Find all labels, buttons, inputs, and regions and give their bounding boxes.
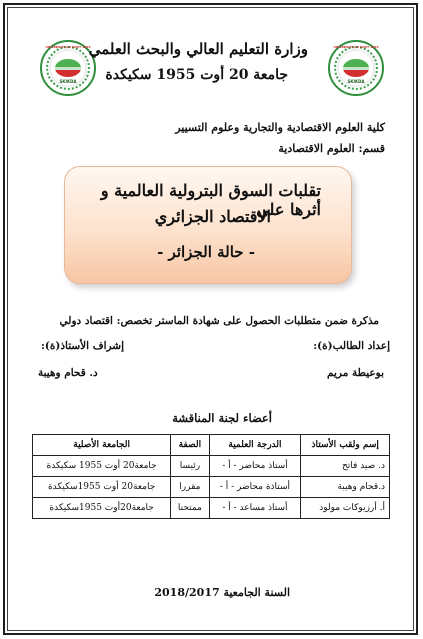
member-name: د.قحام وهيبة bbox=[301, 477, 390, 498]
column-header: الصفة bbox=[171, 435, 209, 456]
committee-title: أعضاء لجنة المناقشة bbox=[172, 411, 272, 425]
supervisor-label: إشراف الأستاذ(ة): bbox=[41, 340, 125, 352]
student-name: بوعيطة مريم bbox=[326, 367, 384, 379]
table-row bbox=[33, 498, 390, 519]
member-name: أ. أرزيوكات مولود bbox=[301, 498, 390, 519]
thesis-title-box bbox=[64, 166, 352, 284]
academic-year: السنة الجامعية 2018/2017 bbox=[154, 586, 290, 599]
thesis-title-line-2: الاقتصاد الجزائري bbox=[154, 207, 271, 226]
department-name: قسم: العلوم الاقتصادية bbox=[278, 142, 385, 155]
member-rank: أستاذة محاضر - أ - bbox=[209, 477, 301, 498]
table-row bbox=[33, 477, 390, 498]
ministry-name: وزارة التعليم العالي والبحث العلمي bbox=[88, 40, 308, 58]
logo-caption: SKIKDA bbox=[347, 79, 365, 84]
prepared-by-label: إعداد الطالب(ة): bbox=[313, 340, 390, 352]
member-role: ممتحنا bbox=[171, 498, 209, 519]
member-university: جامعة20أوت 1955سكيكدة bbox=[33, 498, 171, 519]
logo-arc-text: UNIVERSITE 20 AOUT 1955 bbox=[45, 45, 91, 49]
member-role: مقررا bbox=[171, 477, 209, 498]
memo-statement: مذكرة ضمن متطلبات الحصول على شهادة الماستر تخصص: اقتصاد دولي bbox=[59, 315, 379, 327]
table-header-row bbox=[33, 435, 390, 456]
column-header: الجامعة الأصلية bbox=[33, 435, 171, 456]
logo-caption: SKIKDA bbox=[59, 79, 77, 84]
university-name: جامعة 20 أوت 1955 سكيكدة bbox=[105, 67, 288, 83]
thesis-subtitle: - حالة الجزائر - bbox=[157, 243, 255, 261]
university-logo-left bbox=[40, 40, 96, 96]
faculty-name: كلية العلوم الاقتصادية والتجارية وعلوم التسيير bbox=[175, 121, 385, 134]
member-university: جامعة20 أوت 1955سكيكدة bbox=[33, 477, 171, 498]
table-row bbox=[33, 456, 390, 477]
member-rank: أستاذ مساعد - أ - bbox=[209, 498, 301, 519]
logo-arc-text: UNIVERSITE 20 AOUT 1955 bbox=[333, 45, 379, 49]
column-header: إسم ولقب الأستاذ bbox=[301, 435, 390, 456]
member-role: رئيسا bbox=[171, 456, 209, 477]
column-header: الدرجة العلمية bbox=[209, 435, 301, 456]
committee-table bbox=[32, 434, 390, 519]
member-name: د. صيد فاتح bbox=[301, 456, 390, 477]
member-rank: أستاذ محاضر - أ - bbox=[209, 456, 301, 477]
thesis-title-line-1: تقلبات السوق البترولية العالمية و أثرها على bbox=[100, 181, 321, 219]
university-logo-right bbox=[328, 40, 384, 96]
member-university: جامعة20 أوت 1955 سكيكدة bbox=[33, 456, 171, 477]
supervisor-name: د. قحام وهيبة bbox=[38, 367, 98, 379]
